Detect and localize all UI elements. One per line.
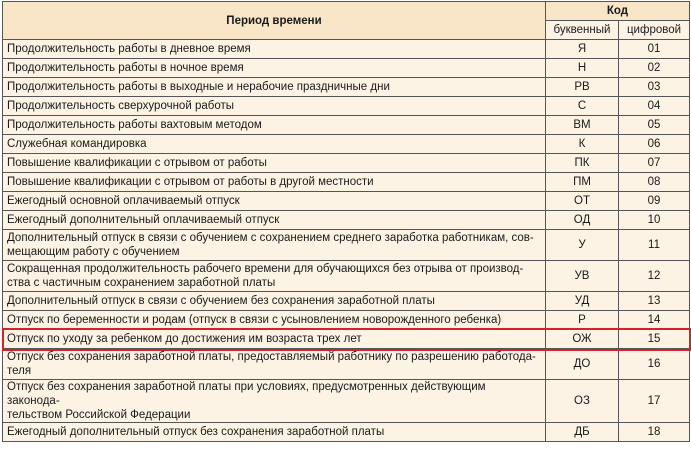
table-row — [3, 116, 690, 135]
table-row — [3, 59, 690, 78]
digit-code-cell: 05 — [619, 116, 690, 135]
period-name-cell: Повышение квалификации с отрывом от работы в другой местности — [3, 173, 546, 192]
code-column-header: Код — [546, 2, 690, 21]
table-row — [3, 97, 690, 116]
digit-code-cell: 07 — [619, 154, 690, 173]
table-row — [3, 135, 690, 154]
period-column-header: Период времени — [3, 2, 546, 40]
letter-code-cell: У — [546, 230, 619, 261]
table-row — [3, 173, 690, 192]
period-name-cell: Продолжительность работы в дневное время — [3, 40, 546, 59]
digit-code-cell: 03 — [619, 78, 690, 97]
period-name-cell: Ежегодный дополнительный оплачиваемый отпуск — [3, 211, 546, 230]
letter-code-cell: ОЖ — [546, 330, 619, 349]
table-row — [3, 292, 690, 311]
table-row — [3, 154, 690, 173]
letter-code-cell: РВ — [546, 78, 619, 97]
table-row — [3, 261, 690, 292]
letter-code-cell: ОЗ — [546, 380, 619, 423]
letter-code-cell: К — [546, 135, 619, 154]
digit-code-cell: 06 — [619, 135, 690, 154]
period-name-cell: Продолжительность работы в выходные и нерабочие праздничные дни — [3, 78, 546, 97]
table-row — [3, 311, 690, 330]
digit-code-cell: 09 — [619, 192, 690, 211]
letter-code-cell: ОД — [546, 211, 619, 230]
table-row — [3, 349, 690, 380]
letter-code-header: буквенный — [546, 21, 619, 40]
table-row — [3, 380, 690, 423]
letter-code-cell: Н — [546, 59, 619, 78]
period-name-cell: Отпуск без сохранения заработной платы при условиях, предусмотренных действующим законода- тельством Российской Федерации — [3, 380, 546, 423]
table-header — [3, 2, 690, 40]
table-row — [3, 330, 690, 349]
period-name-cell: Ежегодный основной оплачиваемый отпуск — [3, 192, 546, 211]
period-name-cell: Продолжительность сверхурочной работы — [3, 97, 546, 116]
table-row — [3, 230, 690, 261]
table-body — [3, 40, 690, 442]
letter-code-cell: ПК — [546, 154, 619, 173]
period-name-cell: Сокращенная продолжительность рабочего времени для обучающихся без отрыва от производ- ства с частичным сохранением заработной платы — [3, 261, 546, 292]
digit-code-cell: 16 — [619, 349, 690, 380]
time-codes-document — [0, 1, 691, 469]
letter-code-cell: С — [546, 97, 619, 116]
time-codes-table — [2, 1, 690, 442]
letter-code-cell: ДБ — [546, 423, 619, 442]
digit-code-cell: 13 — [619, 292, 690, 311]
letter-code-cell: ВМ — [546, 116, 619, 135]
letter-code-cell: Я — [546, 40, 619, 59]
digit-code-header: цифровой — [619, 21, 690, 40]
digit-code-cell: 04 — [619, 97, 690, 116]
digit-code-cell: 01 — [619, 40, 690, 59]
digit-code-cell: 14 — [619, 311, 690, 330]
period-name-cell: Служебная командировка — [3, 135, 546, 154]
digit-code-cell: 02 — [619, 59, 690, 78]
period-name-cell: Дополнительный отпуск в связи с обучением без сохранения заработной платы — [3, 292, 546, 311]
digit-code-cell: 10 — [619, 211, 690, 230]
letter-code-cell: ОТ — [546, 192, 619, 211]
letter-code-cell: УД — [546, 292, 619, 311]
table-row — [3, 78, 690, 97]
digit-code-cell: 12 — [619, 261, 690, 292]
period-name-cell: Отпуск без сохранения заработной платы, предоставляемый работнику по разрешению работода- теля — [3, 349, 546, 380]
letter-code-cell: УВ — [546, 261, 619, 292]
digit-code-cell: 08 — [619, 173, 690, 192]
letter-code-cell: ДО — [546, 349, 619, 380]
letter-code-cell: Р — [546, 311, 619, 330]
period-name-cell: Повышение квалификации с отрывом от работы — [3, 154, 546, 173]
table-row — [3, 192, 690, 211]
period-name-cell: Ежегодный дополнительный отпуск без сохранения заработной платы — [3, 423, 546, 442]
period-name-cell: Продолжительность работы вахтовым методом — [3, 116, 546, 135]
table-row — [3, 423, 690, 442]
digit-code-cell: 15 — [619, 330, 690, 349]
table-row — [3, 211, 690, 230]
period-name-cell: Дополнительный отпуск в связи с обучением с сохранением среднего заработка работникам, сов- мещающим работу с обучением — [3, 230, 546, 261]
digit-code-cell: 17 — [619, 380, 690, 423]
table-row — [3, 40, 690, 59]
period-name-cell: Продолжительность работы в ночное время — [3, 59, 546, 78]
letter-code-cell: ПМ — [546, 173, 619, 192]
period-name-cell: Отпуск по беременности и родам (отпуск в связи с усыновлением новорожденного ребенка) — [3, 311, 546, 330]
digit-code-cell: 11 — [619, 230, 690, 261]
digit-code-cell: 18 — [619, 423, 690, 442]
period-name-cell: Отпуск по уходу за ребенком до достижения им возраста трех лет — [3, 330, 546, 349]
